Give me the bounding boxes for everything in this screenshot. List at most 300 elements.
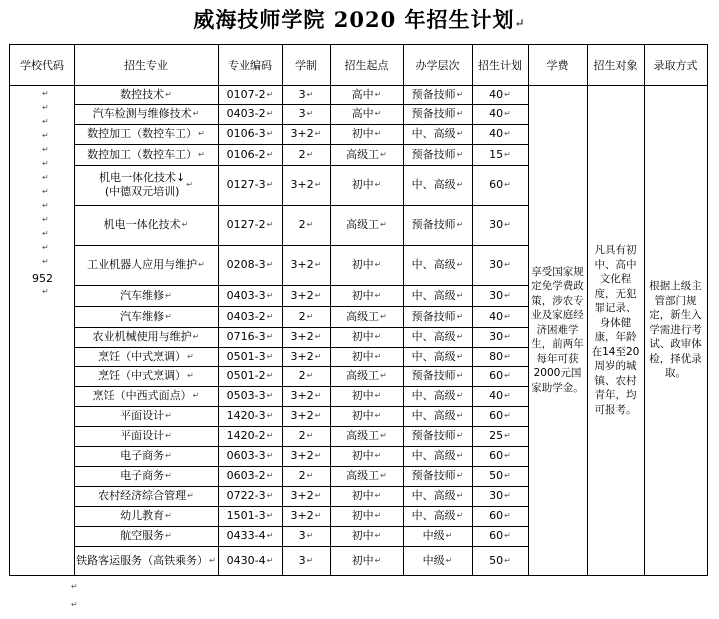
duration [282,144,330,165]
plan-count-text: 60 [489,449,504,462]
plan-count-text: 60 [489,369,504,382]
paragraph-mark-icon: ↵ [380,371,387,380]
duration [282,85,330,104]
major-code [218,104,282,124]
paragraph-mark-icon: ↵ [456,411,464,420]
duration-text: 2 [298,469,306,482]
major-name-text: 数控加工（数控车工） [87,127,198,140]
paragraph-mark-icon: ↵ [266,511,274,520]
major-code [218,245,282,285]
plan-count [472,165,528,205]
major-name [74,165,218,205]
start-level [330,347,403,366]
paragraph-mark-icon: ↵ [306,311,314,321]
major-name [74,406,218,426]
major-code-text: 0403-3 [226,288,266,302]
start-level-text: 高中 [351,87,374,101]
paragraph-mark-icon: ↵ [266,220,274,229]
plan-count-text: 50 [489,469,504,482]
plan-count [472,285,528,306]
paragraph-mark-icon: ↵ [42,287,49,296]
duration [282,526,330,546]
major-name-text: 工业机器人应用与维护 [87,258,198,271]
major-name [74,245,218,285]
major-name-text: 机电一体化技术 [103,218,181,231]
school-level-text: 预备技师 [411,107,456,120]
plan-count-text: 30 [489,218,504,231]
paragraph-mark-icon: ↵ [198,129,205,138]
paragraph-mark-icon: ↵ [456,332,464,341]
major-code [218,347,282,366]
start-level-text: 初中 [351,553,374,567]
plan-count-text: 30 [489,288,504,302]
major-code-text: 0127-2 [226,218,266,231]
paragraph-mark-icon: ↵ [266,431,274,440]
school-level [403,347,472,366]
paragraph-mark-icon: ↵ [71,600,78,609]
paragraph-mark-icon: ↵ [306,431,314,440]
paragraph-mark-icon: ↵ [306,89,314,99]
plan-count-text: 30 [489,330,504,343]
paragraph-mark-icon: ↵ [504,129,511,138]
start-level [330,366,403,386]
major-name [74,426,218,446]
paragraph-mark-icon: ↵ [192,391,200,400]
start-level-text: 高级工 [346,369,380,382]
paragraph-mark-icon: ↵ [504,260,511,269]
paragraph-mark-icon: ↵ [266,180,274,189]
start-level [330,406,403,426]
paragraph-mark-icon: ↵ [42,145,49,154]
duration [282,205,330,245]
major-name-text: 航空服务 [120,529,165,542]
duration [282,327,330,347]
tuition-cell [528,85,587,575]
school-level-text: 中、高级 [411,409,456,422]
duration [282,285,330,306]
major-name [74,144,218,165]
major-name [74,347,218,366]
paragraph-mark-icon: ↵ [187,491,194,500]
header-admission: 录取方式 [653,59,698,72]
duration-text: 3 [298,107,306,120]
duration-text: 3 [298,529,306,542]
start-level [330,466,403,486]
start-level-text: 高级工 [346,218,380,231]
duration-text: 3 [298,87,306,101]
duration-text: 3+2 [290,258,314,271]
header-tuition: 学费 [546,59,569,72]
school-level-text: 中级 [422,553,445,567]
duration-text: 2 [298,309,306,323]
school-level-text: 预备技师 [411,87,456,101]
paragraph-mark-icon: ↵ [266,351,274,361]
start-level-text: 高中 [351,107,374,120]
duration-text: 2 [298,147,306,161]
start-level [330,165,403,205]
paragraph-mark-icon: ↵ [374,129,382,138]
school-level-text: 中、高级 [411,288,456,302]
start-level-text: 初中 [351,409,374,422]
school-level-text: 预备技师 [411,218,456,231]
plan-count [472,327,528,347]
major-name-text: 烹饪（中式烹调） [98,349,187,363]
paragraph-mark-icon: ↵ [380,431,387,440]
paragraph-mark-icon: ↵ [266,290,274,300]
major-code-text: 0501-2 [226,369,266,382]
duration-text: 2 [298,218,306,231]
paragraph-mark-icon: ↵ [165,511,172,520]
header-school-code: 学校代码 [20,59,64,72]
paragraph-mark-icon: ↵ [456,491,464,500]
paragraph-mark-icon: ↵ [42,159,49,168]
paragraph-mark-icon: ↵ [314,411,322,420]
start-level [330,506,403,526]
plan-count [472,446,528,466]
major-code [218,327,282,347]
plan-count-text: 15 [489,147,504,161]
start-level [330,526,403,546]
major-code-text: 0403-2 [226,309,266,323]
plan-count-text: 50 [489,553,504,567]
school-code-value: 952 [32,272,53,285]
start-level-text: 初中 [351,258,374,271]
paragraph-mark-icon: ↵ [374,351,382,361]
plan-count-text: 80 [489,349,504,363]
plan-count [472,406,528,426]
paragraph-mark-icon: ↵ [42,173,49,182]
major-name-text: 数控技术 [120,87,165,101]
major-name [74,486,218,506]
paragraph-mark-icon: ↵ [504,555,511,565]
start-level-text: 初中 [351,330,374,343]
duration-text: 3+2 [290,509,314,522]
major-code [218,426,282,446]
paragraph-mark-icon: ↵ [374,332,382,341]
major-code [218,486,282,506]
paragraph-mark-icon: ↵ [165,411,172,420]
duration-text: 3+2 [290,449,314,462]
plan-count-text: 40 [489,309,504,323]
duration [282,386,330,406]
plan-count [472,124,528,144]
paragraph-mark-icon: ↵ [374,391,382,400]
school-level [403,386,472,406]
major-code [218,386,282,406]
school-level [403,526,472,546]
paragraph-mark-icon: ↵ [42,243,49,252]
school-level-text: 中、高级 [411,509,456,522]
paragraph-mark-icon: ↵ [456,149,464,159]
paragraph-mark-icon: ↵ [380,311,387,321]
school-level-text: 中、高级 [411,258,456,271]
major-code-text: 0107-2 [226,87,266,101]
paragraph-mark-icon: ↵ [374,260,382,269]
paragraph-mark-icon: ↵ [456,109,464,118]
school-level [403,446,472,466]
admission-cell-text: 根据上级主管部门规定，新生入学需进行考试、政审体检，择优录取。 [649,280,702,380]
paragraph-mark-icon: ↵ [198,260,205,269]
start-level [330,486,403,506]
start-level [330,446,403,466]
major-name [74,386,218,406]
paragraph-mark-icon: ↵ [374,511,382,520]
paragraph-mark-icon: ↵ [42,229,49,238]
school-level [403,466,472,486]
paragraph-mark-icon: ↵ [456,220,464,229]
school-level [403,406,472,426]
major-code [218,446,282,466]
school-level-text: 中、高级 [411,178,456,191]
paragraph-mark-icon: ↵ [456,511,464,520]
start-level [330,205,403,245]
duration-text: 3+2 [290,389,314,402]
plan-count [472,526,528,546]
start-level-text: 初中 [351,288,374,302]
paragraph-mark-icon: ↵ [266,129,274,138]
paragraph-mark-icon: ↵ [266,531,274,540]
paragraph-mark-icon: ↵ [374,89,382,99]
paragraph-mark-icon: ↵ [266,391,274,400]
paragraph-mark-icon: ↵ [445,555,453,565]
major-code [218,85,282,104]
school-level [403,144,472,165]
start-level-text: 高级工 [346,309,380,323]
paragraph-mark-icon: ↵ [306,220,314,229]
paragraph-mark-icon: ↵ [165,290,172,300]
plan-count-text: 30 [489,489,504,502]
paragraph-mark-icon: ↵ [266,89,274,99]
school-level [403,366,472,386]
paragraph-mark-icon: ↵ [165,311,172,321]
paragraph-mark-icon: ↵ [504,109,511,118]
major-code-text: 0603-3 [226,449,266,462]
school-level-text: 预备技师 [411,469,456,482]
start-level [330,245,403,285]
paragraph-mark-icon: ↵ [42,215,49,224]
school-level-text: 预备技师 [411,429,456,442]
plan-count [472,426,528,446]
major-code-text: 0433-4 [226,529,266,542]
duration-text: 3+2 [290,178,314,191]
paragraph-mark-icon: ↵ [456,129,464,138]
paragraph-mark-icon: ↵ [306,371,314,380]
paragraph-mark-icon: ↵ [456,180,464,189]
paragraph-mark-icon: ↵ [374,555,382,565]
paragraph-mark-icon: ↵ [42,89,49,98]
plan-count-text: 40 [489,389,504,402]
paragraph-mark-icon: ↵ [504,471,511,480]
major-code-text: 0722-3 [226,489,266,502]
plan-count [472,205,528,245]
major-name [74,124,218,144]
major-name-text: 铁路客运服务（高铁乘务） [76,553,209,567]
plan-count-text: 40 [489,87,504,101]
duration-text: 3+2 [290,127,314,140]
paragraph-mark-icon: ↵ [504,371,511,380]
duration-text: 2 [298,429,306,442]
major-code-text: 0716-3 [226,330,266,343]
paragraph-mark-icon: ↵ [186,180,193,189]
paragraph-mark-icon: ↵ [266,555,274,565]
paragraph-mark-icon: ↵ [456,351,464,361]
school-level [403,306,472,327]
school-level [403,165,472,205]
school-level [403,546,472,575]
paragraph-mark-icon: ↵ [42,201,49,210]
paragraph-mark-icon: ↵ [165,451,172,460]
paragraph-mark-icon: ↵ [504,290,511,300]
header-major: 招生专业 [124,59,168,72]
major-name-text: 汽车检测与维修技术 [92,107,192,120]
paragraph-mark-icon: ↵ [374,180,382,189]
paragraph-mark-icon: ↵ [314,129,322,138]
paragraph-mark-icon: ↵ [165,531,172,540]
plan-count-text: 60 [489,529,504,542]
major-code-text: 0603-2 [226,469,266,482]
paragraph-mark-icon: ↵ [456,371,464,380]
paragraph-mark-icon: ↵ [42,103,49,112]
duration-text: 2 [298,369,306,382]
duration [282,245,330,285]
plan-count [472,144,528,165]
plan-count [472,506,528,526]
paragraph-mark-icon: ↵ [456,471,464,480]
paragraph-mark-icon: ↵ [374,290,382,300]
start-level-text: 初中 [351,349,374,363]
major-code [218,144,282,165]
duration-text: 3 [298,553,306,567]
paragraph-mark-icon: ↵ [71,582,78,591]
duration-text: 3+2 [290,409,314,422]
paragraph-mark-icon: ↵ [380,149,387,159]
school-level [403,245,472,285]
paragraph-mark-icon: ↵ [314,451,322,460]
school-level [403,426,472,446]
plan-count-text: 25 [489,429,504,442]
duration [282,165,330,205]
paragraph-mark-icon: ↵ [187,371,194,380]
major-code [218,466,282,486]
major-name [74,104,218,124]
duration [282,406,330,426]
school-level-text: 预备技师 [411,147,456,161]
major-name [74,285,218,306]
major-name-text: 电子商务 [120,469,165,482]
school-level [403,327,472,347]
paragraph-mark-icon: ↵ [314,332,322,341]
paragraph-mark-icon: ↵ [314,180,322,189]
major-name-text: 烹饪（中式烹调） [98,369,187,382]
paragraph-mark-icon: ↵ [504,332,511,341]
major-code [218,285,282,306]
school-level [403,506,472,526]
start-level [330,144,403,165]
start-level [330,124,403,144]
paragraph-mark-icon: ↵ [266,332,274,341]
paragraph-mark-icon: ↵ [165,471,172,480]
paragraph-mark-icon: ↵ [456,260,464,269]
paragraph-mark-icon: ↵ [314,351,322,361]
major-code-text: 0503-3 [226,389,266,402]
duration [282,104,330,124]
paragraph-mark-icon: ↵ [198,149,205,159]
school-level [403,205,472,245]
major-code-text: 1420-3 [226,409,266,422]
paragraph-mark-icon: ↵ [306,149,314,159]
plan-count [472,366,528,386]
paragraph-mark-icon: ↵ [504,149,511,159]
paragraph-mark-icon: ↵ [181,220,189,229]
plan-count [472,245,528,285]
major-code-text: 0501-3 [226,349,266,363]
start-level [330,285,403,306]
major-name [74,526,218,546]
paragraph-mark-icon: ↵ [456,451,464,460]
paragraph-mark-icon: ↵ [266,411,274,420]
school-level-text: 中、高级 [411,127,456,140]
header-target: 招生对象 [593,59,638,72]
paragraph-mark-icon: ↵ [504,391,511,400]
major-code-text: 0106-3 [226,127,266,140]
paragraph-mark-icon: ↵ [504,511,511,520]
paragraph-mark-icon: ↵ [306,531,314,540]
major-name-text: 农村经济综合管理 [98,489,187,502]
paragraph-mark-icon: ↵ [504,311,511,321]
start-level [330,85,403,104]
start-level-text: 初中 [351,178,374,191]
paragraph-mark-icon: ↵ [374,491,382,500]
start-level-text: 高级工 [346,469,380,482]
plan-count-text: 30 [489,258,504,271]
plan-count-text: 60 [489,509,504,522]
enrollment-plan-table [9,44,708,576]
major-name-text: 汽车维修 [120,309,165,323]
plan-count [472,347,528,366]
school-level-text: 中、高级 [411,389,456,402]
paragraph-mark-icon: ↵ [456,391,464,400]
major-name-text: 数控加工（数控车工） [87,147,198,161]
paragraph-mark-icon: ↵ [306,555,314,565]
start-level-text: 初中 [351,509,374,522]
paragraph-mark-icon: ↵ [456,290,464,300]
paragraph-mark-icon: ↵ [314,491,322,500]
paragraph-mark-icon: ↵ [42,187,49,196]
paragraph-mark-icon: ↵ [504,351,511,361]
duration [282,466,330,486]
major-code [218,526,282,546]
major-code [218,406,282,426]
plan-count [472,486,528,506]
paragraph-mark-icon: ↵ [165,431,172,440]
header-start-level: 招生起点 [344,59,389,72]
major-code-text: 1420-2 [226,429,266,442]
start-level-text: 初中 [351,529,374,542]
target-cell-text: 凡具有初中、高中文化程度，无犯罪记录、身体健康，年龄在14至20周岁的城镇、农村青年，均可报考。 [591,244,640,416]
paragraph-mark-icon: ↵ [192,109,200,118]
major-name [74,366,218,386]
major-name [74,205,218,245]
major-name-text: 烹饪（中西式面点） [92,389,192,402]
start-level-text: 初中 [351,449,374,462]
major-name [74,506,218,526]
school-level-text: 中、高级 [411,349,456,363]
paragraph-mark-icon: ↵ [42,257,49,266]
paragraph-mark-icon: ↵ [456,89,464,99]
paragraph-mark-icon: ↵ [42,117,49,126]
admission-cell [644,85,707,575]
major-name [74,306,218,327]
